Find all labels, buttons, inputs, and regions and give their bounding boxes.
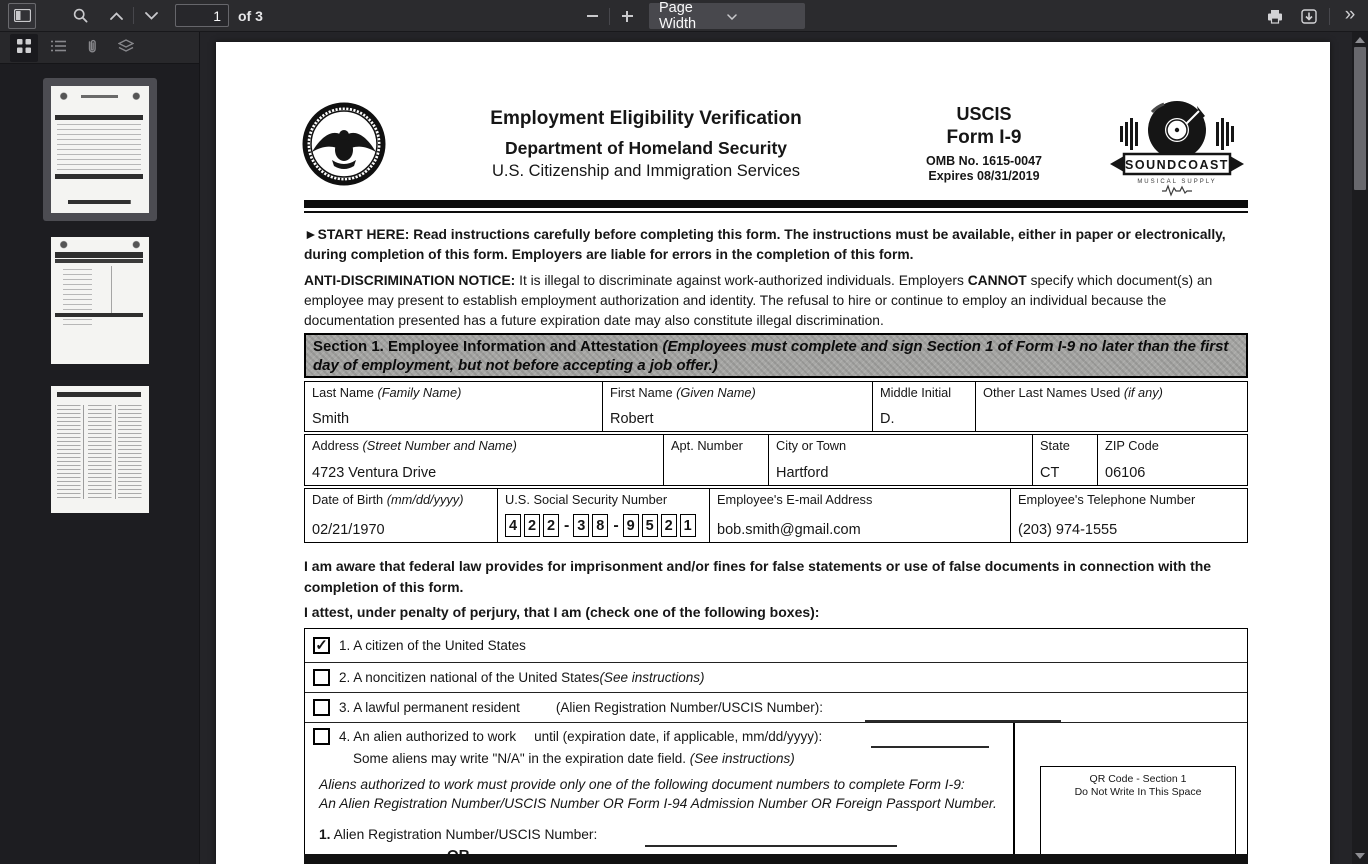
- toolbar-divider: [1329, 8, 1330, 25]
- save-button[interactable]: [1295, 3, 1323, 29]
- status-option-3-label: 3. A lawful permanent resident: [339, 700, 520, 715]
- toggle-sidebar-button[interactable]: [8, 3, 36, 29]
- previous-page-button[interactable]: [102, 3, 130, 29]
- column-divider: [1013, 723, 1015, 863]
- status-option-4-block: 4. An alien authorized to work until (expiration date, if applicable, mm/dd/yyyy): Some aliens may write "N/A" in the expiration date field. (See instructions) Aliens authorized to work must provide only one of the following document numbers to complete Form I-9: An Alien Registration Number/USCIS Number OR Form I-94 Admission Number OR Foreign Passport Number. 1. Alien Registration Number/USCIS Number: QR Code - Section 1 Do Not Write In This Space: [305, 723, 1247, 863]
- checkbox-noncitizen-national[interactable]: [313, 669, 330, 686]
- thumbnail-page-2-preview: [51, 237, 149, 364]
- double-chevron-right-icon: »: [1344, 4, 1356, 25]
- company-logo: [1102, 96, 1252, 205]
- zoom-select[interactable]: [649, 0, 805, 32]
- sidebar-icon: [14, 9, 31, 22]
- thumbnail-page-3-preview: [51, 386, 149, 513]
- sidebar: [0, 32, 200, 864]
- company-logo-text: SOUNDCOAST: [1125, 158, 1229, 172]
- form-number: Form I-9: [946, 127, 1022, 148]
- sidebar-tabs: [0, 32, 199, 64]
- other-last-names-field[interactable]: Other Last Names Used (if any): [983, 385, 1163, 400]
- dhs-seal: [302, 102, 386, 191]
- perjury-statement: I am aware that federal law provides for imprisonment and/or fines for false statements or use of false documents in connection with the completion of this form.: [304, 558, 1212, 595]
- checkbox-alien-authorized[interactable]: [313, 728, 330, 745]
- search-icon: [73, 8, 88, 23]
- zoom-in-button[interactable]: [613, 3, 641, 29]
- check-icon: ✓: [315, 636, 328, 654]
- address-value: 4723 Ventura Drive: [312, 465, 437, 481]
- start-here-paragraph: ►START HERE: Read instructions carefully before completing this form. The instructions must be available, either in paper or electronically, during completion of this form. Employers are liable for errors in the completion of this form.: [304, 227, 1226, 262]
- next-page-button[interactable]: [137, 3, 165, 29]
- city-value: Hartford: [776, 465, 829, 481]
- attest-statement: I attest, under penalty of perjury, that I am (check one of the following boxes):: [304, 604, 820, 620]
- first-name-value: Robert: [610, 411, 654, 427]
- find-button[interactable]: [66, 3, 94, 29]
- zoom-out-button[interactable]: [578, 3, 606, 29]
- page-number-input[interactable]: [175, 4, 229, 27]
- document-page-1: [216, 42, 1330, 864]
- middle-initial-value: D.: [880, 411, 895, 427]
- address-field[interactable]: Address (Street Number and Name) 4723 Ventura Drive: [305, 435, 664, 485]
- ssn-digit-box: 2: [543, 514, 559, 537]
- alien-registration-line: [645, 845, 897, 847]
- citizenship-status-table: [304, 628, 1248, 864]
- ssn-digit-box: 5: [642, 514, 658, 537]
- uscis-label: USCIS: [956, 104, 1012, 124]
- start-here-label: ►START HERE:: [304, 227, 410, 242]
- section1-subtitle: (Employees must complete and sign Section 1 of Form I-9 no later than the first day of employment, but not before accepting a job offer.): [313, 338, 1229, 374]
- download-icon: [1301, 9, 1317, 24]
- chevron-up-icon: [110, 12, 123, 20]
- zip-value: 06106: [1105, 465, 1146, 481]
- scroll-down-arrow[interactable]: [1355, 853, 1365, 859]
- more-tools-button[interactable]: [1336, 3, 1364, 29]
- pdf-toolbar: [0, 0, 1368, 32]
- last-name-value: Smith: [312, 411, 350, 427]
- print-button[interactable]: [1261, 3, 1289, 29]
- status-option-1-label: 1. A citizen of the United States: [339, 638, 526, 653]
- email-field[interactable]: Employee's E-mail Address bob.smith@gmail.com: [710, 489, 1011, 542]
- alien-number-line-3: [865, 720, 1061, 722]
- form-title: Employment Eligibility Verification: [490, 108, 802, 129]
- qr-box-line1: QR Code - Section 1: [1089, 773, 1187, 785]
- address-fields-row: [304, 434, 1248, 486]
- anti-discrimination-paragraph: ANTI-DISCRIMINATION NOTICE: It is illegal to discriminate against work-authorized individuals. Employers CANNOT specify which document(s) an employee may present to establish employment authorization and identity. The refusal to hire or continue to employ an individual because the documentation presented has a future expiration date may also constitute illegal discrimination.: [304, 273, 1213, 328]
- ssn-digit-box: 9: [623, 514, 639, 537]
- toolbar-divider: [609, 8, 610, 25]
- minus-icon: [587, 15, 598, 17]
- form-dept: Department of Homeland Security: [505, 138, 787, 158]
- viewer-area: [200, 32, 1368, 864]
- page-count-label: of 3: [238, 7, 263, 24]
- thumbnails-grid-icon: [17, 39, 31, 56]
- scroll-up-arrow[interactable]: [1355, 37, 1365, 43]
- state-value: CT: [1040, 465, 1060, 481]
- qr-box-line2: Do Not Write In This Space: [1074, 786, 1202, 798]
- ssn-digit-box: 8: [592, 514, 608, 537]
- form-agency-line: U.S. Citizenship and Immigration Services: [491, 162, 801, 180]
- status-option-4-label: 4. An alien authorized to work: [339, 729, 517, 744]
- attachments-tab-button[interactable]: [78, 34, 106, 62]
- thumbnail-page-1-preview: [51, 86, 149, 213]
- dob-field[interactable]: Date of Birth (mm/dd/yyyy) 02/21/1970: [305, 489, 498, 542]
- qr-code-box: [1040, 766, 1236, 864]
- printer-icon: [1267, 9, 1283, 24]
- thumbnail-page-2[interactable]: [51, 237, 149, 364]
- phone-value: (203) 974-1555: [1018, 522, 1118, 538]
- section-divider-bar: [304, 854, 1248, 864]
- zip-field[interactable]: ZIP Code 06106: [1098, 435, 1245, 485]
- ssn-digit-boxes: [505, 514, 702, 537]
- status-option-2[interactable]: 2. A noncitizen national of the United States (See instructions): [305, 663, 1247, 693]
- thumbnail-page-3[interactable]: [51, 386, 149, 513]
- ssn-field[interactable]: U.S. Social Security Number 4 2 2 - 3 8 - 9 5 2 1: [498, 489, 710, 542]
- last-name-field[interactable]: Last Name (Family Name) Smith: [305, 382, 603, 431]
- vertical-scrollbar[interactable]: [1352, 32, 1368, 864]
- status-option-2-label: 2. A noncitizen national of the United States: [339, 670, 600, 685]
- expiration-date-line: [871, 746, 989, 748]
- first-name-field[interactable]: First Name (Given Name) Robert: [603, 382, 873, 431]
- city-field[interactable]: City or Town Hartford: [769, 435, 1033, 485]
- thumbnails-tab-button[interactable]: [10, 34, 38, 62]
- outline-list-icon: [51, 40, 66, 55]
- section1-header: [304, 333, 1248, 378]
- notice-label: ANTI-DISCRIMINATION NOTICE:: [304, 273, 516, 288]
- ssn-digit-box: 1: [680, 514, 696, 537]
- omb-number: OMB No. 1615-0047: [925, 154, 1043, 168]
- header-rule: [304, 200, 1248, 208]
- checkbox-citizen[interactable]: [313, 637, 330, 654]
- ssn-dash: -: [613, 516, 619, 534]
- section1-title: Section 1. Employee Information and Attestation: [313, 338, 663, 355]
- ssn-dash: -: [564, 516, 570, 534]
- email-value: bob.smith@gmail.com: [717, 522, 861, 538]
- ssn-digit-box: 3: [573, 514, 589, 537]
- aliens-note: Aliens authorized to work must provide only one of the following document numbers to complete Form I-9: An Alien Registration Number/USCIS Number OR Form I-94 Admission Number OR Foreign Passport Number.: [319, 777, 997, 811]
- outline-tab-button[interactable]: [44, 34, 72, 62]
- toolbar-divider: [133, 7, 134, 24]
- company-logo-subtext: MUSICAL SUPPLY: [1137, 179, 1217, 185]
- phone-field[interactable]: Employee's Telephone Number (203) 974-1555: [1011, 489, 1245, 542]
- plus-icon: [622, 11, 633, 22]
- dob-value: 02/21/1970: [312, 522, 385, 538]
- checkbox-permanent-resident[interactable]: [313, 699, 330, 716]
- chevron-down-icon: [727, 8, 795, 24]
- chevron-down-icon: [145, 12, 158, 20]
- ssn-digit-box: 4: [505, 514, 521, 537]
- thumbnail-page-1[interactable]: [43, 78, 157, 221]
- zoom-select-value: Page Width: [659, 0, 697, 32]
- ssn-digit-box: 2: [524, 514, 540, 537]
- header-rule-thin: [304, 211, 1248, 213]
- layers-tab-button[interactable]: [112, 34, 140, 62]
- ssn-digit-box: 2: [661, 514, 677, 537]
- expires-date: Expires 08/31/2019: [928, 169, 1040, 183]
- alien-registration-label: 1. Alien Registration Number/USCIS Number:: [319, 827, 598, 842]
- state-field[interactable]: State CT: [1033, 435, 1098, 485]
- middle-initial-field[interactable]: Middle Initial D.: [873, 382, 976, 431]
- status-option-3[interactable]: 3. A lawful permanent resident (Alien Registration Number/USCIS Number):: [305, 693, 1247, 723]
- dob-ssn-row: [304, 488, 1248, 543]
- thumbnail-panel: [0, 64, 199, 513]
- status-option-1[interactable]: [305, 629, 1247, 663]
- scrollbar-thumb[interactable]: [1354, 47, 1366, 190]
- apt-number-field[interactable]: Apt. Number: [664, 435, 769, 485]
- name-fields-row: [304, 381, 1248, 432]
- paperclip-icon: [86, 38, 98, 57]
- layers-icon: [118, 39, 134, 56]
